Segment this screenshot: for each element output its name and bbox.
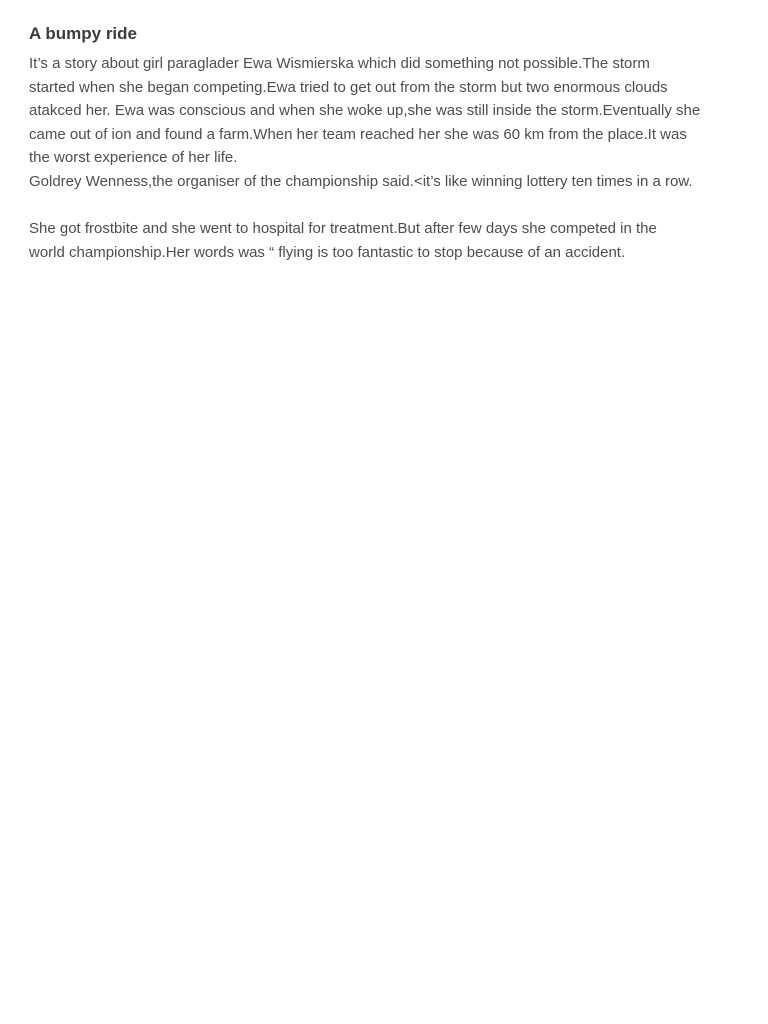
body-line-5: the worst experience of her life. <box>29 149 238 167</box>
body-line-2: started when she began competing.Ewa tried to get out from the storm but two enormous clouds <box>29 78 668 96</box>
body-line-8: world championship.Her words was “ flying is too fantastic to stop because of an accident. <box>29 243 626 261</box>
document-page <box>29 22 749 264</box>
body-line-6: Goldrey Wenness,the organiser of the championship said.<it’s like winning lottery ten times in a row. <box>29 172 693 190</box>
body-line-4: came out of ion and found a farm.When her team reached her she was 60 km from the place.It was <box>29 125 687 143</box>
document-body <box>29 52 749 264</box>
body-line-7: She got frostbite and she went to hospital for treatment.But after few days she competed in the <box>29 220 657 238</box>
paragraph-gap <box>29 194 749 218</box>
document-title: A bumpy ride <box>29 24 137 43</box>
body-line-3: atakced her. Ewa was conscious and when she woke up,she was still inside the storm.Eventually she <box>29 102 701 120</box>
body-line-1: It’s a story about girl paraglader Ewa Wismierska which did something not possible.The storm <box>29 55 650 72</box>
